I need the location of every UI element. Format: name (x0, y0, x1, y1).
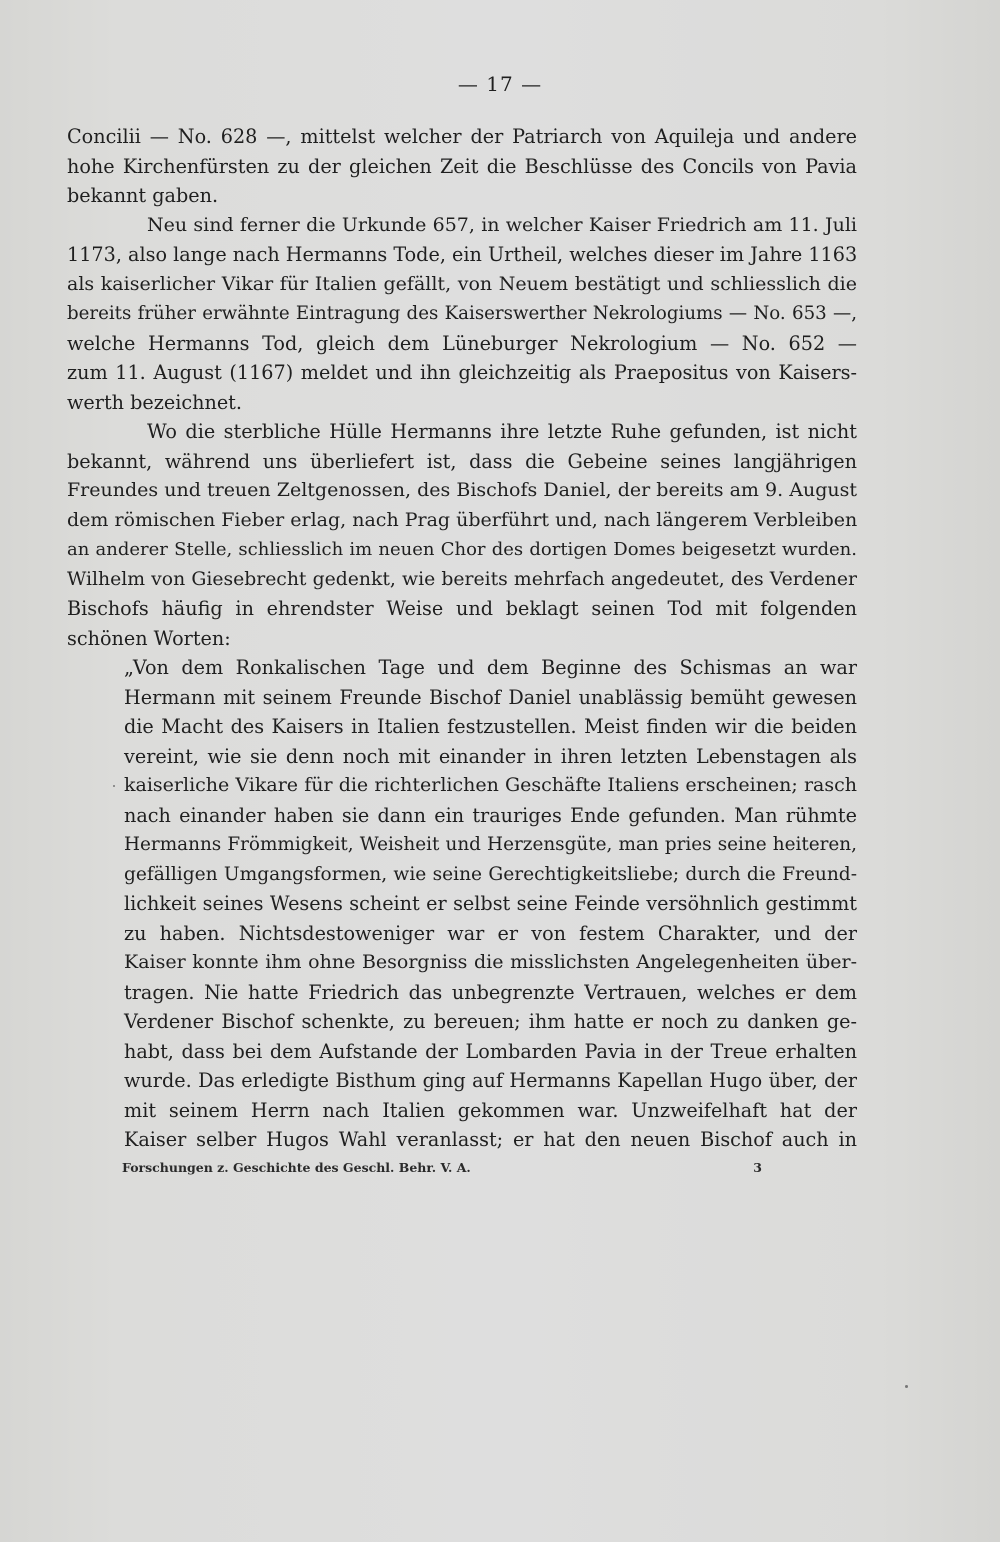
text-line: tragen. Nie hatte Friedrich das unbegrenzte Vertrauen, welches er dem (124, 980, 857, 1004)
text-line: als kaiserlicher Vikar für Italien gefällt, von Neuem bestätigt und schliesslich die (67, 272, 857, 295)
text-line: kaiserliche Vikare für die richterlichen Geschäfte Italiens erscheinen; rasch (124, 774, 857, 796)
text-line: Concilii — No. 628 —, mittelst welcher der Patriarch von Aquileja und andere (67, 125, 857, 148)
text-line: an anderer Stelle, schliesslich im neuen Chor des dortigen Domes beigesetzt wurden. (67, 539, 857, 560)
paper-speck (905, 1385, 908, 1388)
text-line: nach einander haben sie dann ein trauriges Ende gefunden. Man rühmte (124, 803, 857, 827)
text-line: bereits früher erwähnte Eintragung des Kaiserswerther Nekrologiums — No. 653 —, (67, 303, 857, 324)
text-line: welche Hermanns Tod, gleich dem Lüneburger Nekrologium — No. 652 — (67, 331, 857, 355)
text-line: die Macht des Kaisers in Italien festzustellen. Meist finden wir die beiden (124, 715, 857, 738)
text-line: „Von dem Ronkalischen Tage und dem Beginne des Schismas an war (124, 656, 857, 679)
page-number: — 17 — (457, 72, 543, 96)
footer-series-title: Forschungen z. Geschichte des Geschl. Behr. V. A. (122, 1160, 471, 1175)
text-line: zu haben. Nichtsdestoweniger war er von festem Charakter, und der (124, 921, 857, 945)
text-line: Kaiser selber Hugos Wahl veranlasst; er hat den neuen Bischof auch in (124, 1128, 857, 1151)
text-line: werth bezeichnet. (67, 390, 242, 414)
text-line: bekannt gaben. (67, 184, 219, 207)
text-line: Hermann mit seinem Freunde Bischof Daniel unablässig bemüht gewesen (124, 685, 857, 709)
text-line: Kaiser konnte ihm ohne Besorgniss die misslichsten Angelegenheiten über- (124, 951, 857, 973)
text-line: lichkeit seines Wesens scheint er selbst seine Feinde versöhnlich gestimmt (124, 892, 857, 915)
paper-speck (113, 785, 115, 787)
text-line: Hermanns Frömmigkeit, Weisheit und Herzensgüte, man pries seine heiteren, (124, 834, 857, 855)
text-line: vereint, wie sie denn noch mit einander in ihren letzten Lebenstagen als (124, 744, 857, 768)
text-line: dem römischen Fieber erlag, nach Prag überführt und, nach längerem Verbleiben (67, 508, 857, 531)
text-line: wurde. Das erledigte Bisthum ging auf Hermanns Kapellan Hugo über, der (124, 1069, 857, 1092)
text-line: Freundes und treuen Zeltgenossen, des Bischofs Daniel, der bereits am 9. August (67, 479, 857, 501)
text-line: schönen Worten: (67, 626, 231, 650)
text-line: Bischofs häufig in ehrendster Weise und beklagt seinen Tod mit folgenden (67, 597, 857, 620)
text-line: gefälligen Umgangsformen, wie seine Gerechtigkeitsliebe; durch die Freund- (124, 863, 857, 885)
footer-signature-mark: 3 (753, 1160, 762, 1175)
page-footer (122, 1160, 762, 1175)
text-line: 1173, also lange nach Hermanns Tode, ein Urtheil, welches dieser im Jahre 1163 (67, 243, 857, 266)
text-line: Neu sind ferner die Urkunde 657, in welcher Kaiser Friedrich am 11. Juli (147, 213, 857, 236)
text-line: Verdener Bischof schenkte, zu bereuen; ihm hatte er noch zu danken ge- (124, 1010, 857, 1033)
text-line: bekannt, während uns überliefert ist, dass die Gebeine seines langjährigen (67, 449, 857, 473)
text-line: habt, dass bei dem Aufstande der Lombarden Pavia in der Treue erhalten (124, 1039, 857, 1063)
body-text (67, 122, 857, 1155)
text-line: zum 11. August (1167) meldet und ihn gleichzeitig als Praepositus von Kaisers- (67, 361, 857, 384)
text-line: Wilhelm von Giesebrecht gedenkt, wie bereits mehrfach angedeutet, des Verdener (67, 568, 857, 590)
text-line: hohe Kirchenfürsten zu der gleichen Zeit die Beschlüsse des Concils von Pavia (67, 154, 857, 178)
text-line: Wo die sterbliche Hülle Hermanns ihre letzte Ruhe gefunden, ist nicht (147, 420, 857, 443)
text-line: mit seinem Herrn nach Italien gekommen war. Unzweifelhaft hat der (124, 1098, 857, 1122)
